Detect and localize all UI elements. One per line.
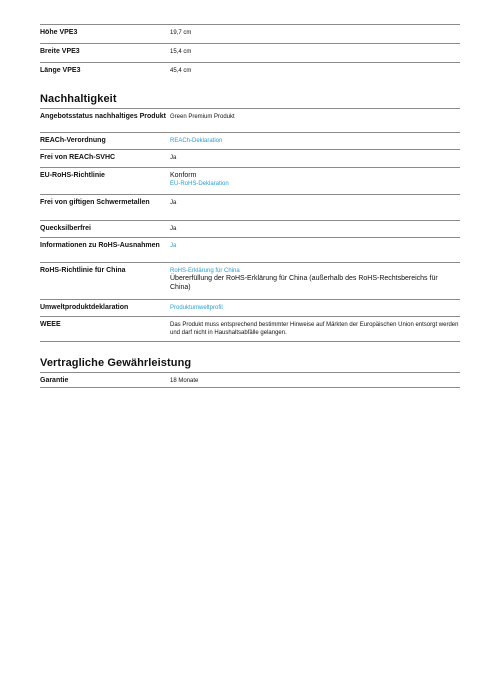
section-title-sustainability: Nachhaltigkeit: [40, 93, 117, 105]
row-label: Frei von REACh-SVHC: [40, 154, 116, 161]
sustainability-table: [40, 108, 460, 342]
table-row: [40, 372, 460, 388]
row-label: WEEE: [40, 321, 61, 328]
rohs-exemptions-link[interactable]: Ja: [170, 243, 177, 249]
table-row: [40, 108, 460, 132]
row-label: Höhe VPE3: [40, 29, 78, 36]
table-row: [40, 62, 460, 81]
row-value: 18 Monate: [170, 378, 199, 384]
row-value: Green Premium Produkt: [170, 114, 235, 120]
row-label: Garantie: [40, 377, 69, 384]
table-row: [40, 262, 460, 299]
row-value-group: [170, 267, 460, 299]
row-value: 45,4 cm: [170, 68, 192, 74]
table-row: [40, 299, 460, 316]
row-label: Informationen zu RoHS-Ausnahmen: [40, 242, 160, 249]
warranty-table: [40, 372, 460, 388]
row-label: Breite VPE3: [40, 48, 80, 55]
table-row: [40, 316, 460, 342]
eu-rohs-declaration-link[interactable]: EU-RoHS-Deklaration: [170, 181, 229, 187]
row-label: Angebotsstatus nachhaltiges Produkt: [40, 113, 167, 120]
row-value: 15,4 cm: [170, 49, 192, 55]
row-label: Länge VPE3: [40, 67, 81, 74]
table-row: [40, 220, 460, 237]
row-label: Umweltproduktdeklaration: [40, 304, 129, 311]
table-row: [40, 149, 460, 167]
row-value-group: [170, 172, 460, 194]
table-row: [40, 237, 460, 262]
row-value: Übererfüllung der RoHS-Erklärung für China (außerhalb des RoHS-Rechtsbereichs für China): [170, 275, 438, 291]
row-label: RoHS-Richtlinie für China: [40, 267, 126, 274]
row-label: REACh-Verordnung: [40, 137, 106, 144]
product-environment-profile-link[interactable]: Produktumweltprofil: [170, 305, 223, 311]
table-row: [40, 167, 460, 194]
dimensions-table: [40, 24, 460, 81]
china-rohs-declaration-link[interactable]: RoHS-Erklärung für China: [170, 268, 240, 274]
row-value: Ja: [170, 155, 177, 161]
reach-declaration-link[interactable]: REACh-Deklaration: [170, 138, 223, 144]
row-value: Ja: [170, 200, 177, 206]
row-value: 19,7 cm: [170, 30, 192, 36]
row-label: Quecksilberfrei: [40, 225, 91, 232]
table-row: [40, 24, 460, 43]
section-title-warranty: Vertragliche Gewährleistung: [40, 357, 192, 369]
table-row: [40, 194, 460, 220]
row-value: Ja: [170, 226, 177, 232]
row-value: Das Produkt muss entsprechend bestimmter Hinweise auf Märkten der Europäischen Union entsorgt werden und darf nicht in Haushaltsabfälle gelangen.: [170, 322, 459, 336]
table-row: [40, 43, 460, 62]
row-value: Konform: [170, 172, 197, 179]
row-label: Frei von giftigen Schwermetallen: [40, 199, 150, 206]
table-row: [40, 132, 460, 149]
row-label: EU-RoHS-Richtlinie: [40, 172, 105, 179]
